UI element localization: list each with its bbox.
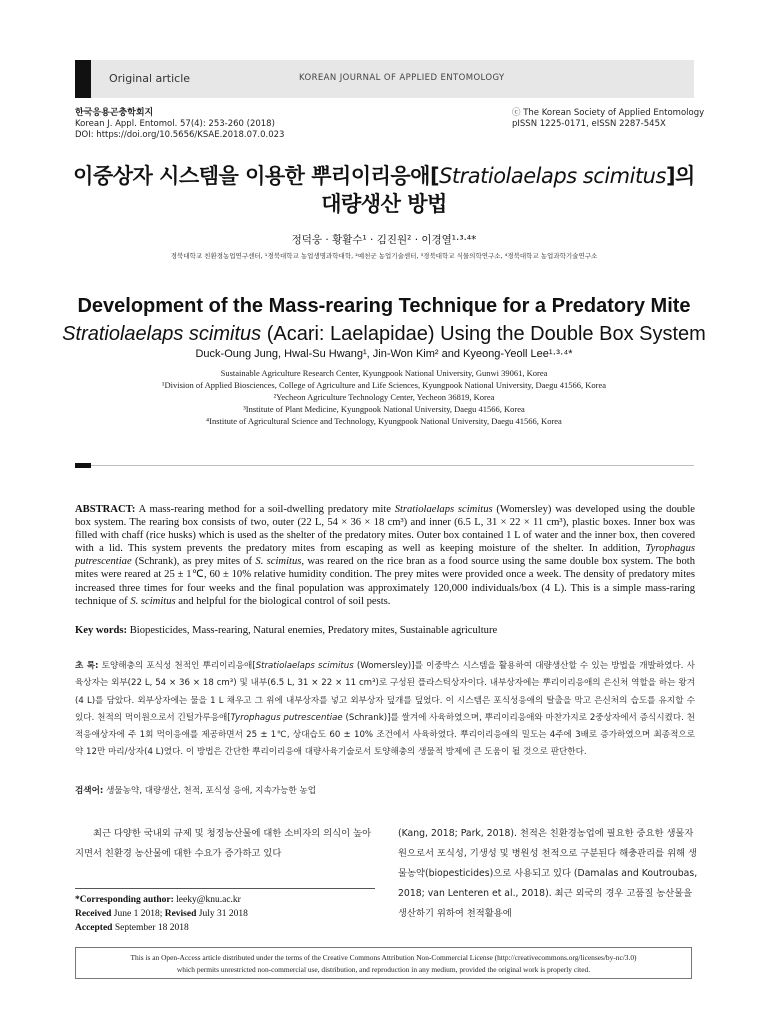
section-divider [75,465,694,466]
body-paragraph: 최근 다양한 국내외 규제 및 청정농산물에 대한 소비자의 의식이 높아지면서 친환경 농산물에 대한 수요가 증가하고 있다 [75,828,372,859]
korean-keywords [75,784,695,796]
affiliation: ⁴Institute of Agricultural Science and Technology, Kyungpook National University, Daegu 41566, Korea [206,416,562,426]
korean-title-suffix: ]의 [665,164,695,188]
received-date: June 1 2018; [111,909,165,919]
korean-abstract-label: 초 록: [75,661,99,671]
accepted-label: Accepted [75,923,113,933]
journal-citation-block [75,108,375,141]
species-name: Stratiolaelaps scimitus [394,504,493,515]
english-abstract [75,503,695,608]
korean-abstract [75,658,695,762]
body-paragraph: (Kang, 2018; Park, 2018). 천적은 친환경농업에 필요한 중요한 생물자원으로서 포식성, 기생성 및 병원성 천적으로 구분된다 해충관리를 위해 생물농약(biopesticides)으로 사용되고 있다 (Damalas and Koutroubas, 2018; van Lenteren et al., 2018). 최근 외국의 경우 고품질 농산물을 생산하기 위하여 천적활용에 [398,828,698,919]
abstract-text: (Schrank), as prey mites of [131,556,256,568]
abstract-text: , was reared on the rice bran as a food source using the same double box system. The both mites were reared at 25 ± 1℃, 60 ± 10% relative humidity condition. The prey mites were provided once a week. The density of predatory mites increased three times for four weeks and the final population was approximately 120,000 individuals/box (4 L). This is a simple mass-raring technique of [75,556,695,607]
revised-label: Revised [164,909,197,919]
korean-title [40,162,728,218]
corresponding-email[interactable]: leeky@knu.ac.kr [173,895,241,905]
affiliation: ²Yecheon Agriculture Technology Center, Yecheon 36819, Korea [273,392,495,402]
journal-doi[interactable]: DOI: https://doi.org/10.5656/KSAE.2018.07.0.023 [75,130,285,140]
english-title-species: Stratiolaelaps scimitus [62,323,262,345]
korean-title-species: Stratiolaelaps scimitus [439,164,666,188]
divider-accent [75,463,91,468]
license-box [75,947,692,979]
species-name: Tyrophagus putrescentiae [230,712,343,723]
english-title-line2: (Acari: Laelapidae) Using the Double Box System [261,323,706,345]
korean-title-prefix: 이중상자 시스템을 이용한 뿌리이리응애[ [73,164,440,188]
korean-keywords-text: 생물농약, 대량생산, 천적, 포식성 응애, 지속가능한 농업 [103,786,317,796]
species-name: S. scimitus [130,595,176,607]
body-column-left [75,824,375,864]
accepted-date: September 18 2018 [112,923,189,933]
corresponding-label: *Corresponding author: [75,895,174,905]
journal-copyright-block [512,108,712,130]
english-title [40,292,728,348]
korean-abstract-text: (Womersley)]를 이중박스 시스템을 활용하여 대량생산할 수 있는 방법을 개발하였다. 사육상자는 외부(22 L, 54 × 36 × 18 cm³) 및 내부(6.5 L, 31 × 22 × 11 cm³)로 구성된 플라스틱상자이다. 내부상자에는 뿌리이리응애의 은신처 역할을 하는 왕겨(4 L)를 담았다. 외부상자에는 물을 1 L 채우고 그 위에 내부상자를 넣고 외부상자 덮개를 덮었다. 이 시스템은 포식성응애의 탈출을 막고 은신처의 습도를 유지할 수 있다. 천적의 먹이원으로서 긴털가루응애[ [75,661,695,723]
korean-title-line2: 대량생산 방법 [321,192,447,216]
korean-authors: 정덕웅 · 황활수¹ · 김진원² · 이경열¹·³·⁴* [291,234,477,246]
abstract-label: ABSTRACT: [75,504,136,515]
license-line: This is an Open-Access article distributed under the terms of the Creative Commons Attribution Non-Commercial License (http://creativecommons.org/licenses/by-nc/3.0) [130,953,637,962]
korean-abstract-text: (Schrank)]를 쌀겨에 사육하였으며, 뿌리이리응애와 마찬가지로 2중상자에서 증식시켰다. 천적응애상자에 주 1회 먹이응애를 제공하면서 25 ± 1℃, 상대습도 60 ± 10% 조건에서 사육하였다. 뿌리이리응애의 밀도는 4주에 3배로 증가하였으며 최종적으로 약 12만 마리/상자(4 L)였다. 이 방법은 간단한 뿌리이리응애 대량사육기술로서 토양해충의 생물적 방제에 큰 도움이 될 것으로 판단한다. [75,712,695,758]
journal-header-bar [75,60,694,98]
english-authors: Duck-Oung Jung, Hwal-Su Hwang¹, Jin-Won Kim² and Kyeong-Yeoll Lee¹·³·⁴* [195,348,573,360]
species-name: Tyrophagus putrescentiae [75,543,695,568]
article-type: Original article [109,72,191,85]
journal-copyright: ⓒ The Korean Society of Applied Entomology [512,108,705,118]
korean-affiliations: 경북대학교 친환경농업연구센터, ¹경북대학교 농업생명과학대학, ²예천군 농업기술센터, ³경북대학교 식물의학연구소, ⁴경북대학교 농업과학기술연구소 [170,252,598,260]
affiliation: Sustainable Agriculture Research Center, Kyungpook National University, Gunwi 39061, Korea [220,368,548,378]
keywords-text: Biopesticides, Mass-rearing, Natural enemies, Predatory mites, Sustainable agriculture [127,625,498,636]
revised-date: July 31 2018 [196,909,248,919]
footnote-rule [75,888,375,889]
abstract-text: (Womersley) was developed using the double box system. The rearing box consists of two, outer (22 L, 54 × 36 × 18 cm³) and inner (6.5 L, 31 × 22 × 11 cm³), plastic boxes. Inner box was filled with chaff (rice husks) which is used as the shelter of the predatory mites. Outer box contained 1 L of water and the inner box, then covered with a lid. This system prevents the predatory mites from escaping as well as keeping moisture of the shelter. In addition, [75,504,695,555]
keywords-label: Key words: [75,625,128,636]
received-label: Received [75,909,112,919]
english-title-line1: Development of the Mass-rearing Technique for a Predatory Mite [77,295,691,317]
affiliation: ¹Division of Applied Biosciences, College of Agriculture and Life Sciences, Kyungpook National University, Daegu 41566, Korea [161,380,607,390]
english-keywords [75,625,695,636]
journal-issn: pISSN 1225-0171, eISSN 2287-545X [512,119,666,129]
journal-citation: Korean J. Appl. Entomol. 57(4): 253-260 (2018) [75,119,275,129]
journal-korean-name: 한국응용곤충학회지 [75,108,154,118]
body-column-right [398,824,698,924]
affiliation: ³Institute of Plant Medicine, Kyungpook National University, Daegu 41566, Korea [243,404,525,414]
english-affiliations [40,367,728,427]
journal-name: KOREAN JOURNAL OF APPLIED ENTOMOLOGY [299,73,505,83]
species-name: S. scimitus [255,556,302,568]
korean-abstract-text: 토양해충의 포식성 천적인 뿌리이리응애[ [98,661,256,671]
header-accent-tab [75,60,91,98]
korean-keywords-label: 검색어: [75,786,104,796]
correspondence-block [75,893,375,935]
abstract-text: and helpful for the biological control of soil pests. [175,595,391,607]
abstract-text: A mass-rearing method for a soil-dwelling predatory mite [135,504,395,515]
license-line: which permits unrestricted non-commercial use, distribution, and reproduction in any medium, provided the original work is properly cited. [176,965,591,974]
species-name: Stratiolaelaps scimitus [255,661,354,671]
